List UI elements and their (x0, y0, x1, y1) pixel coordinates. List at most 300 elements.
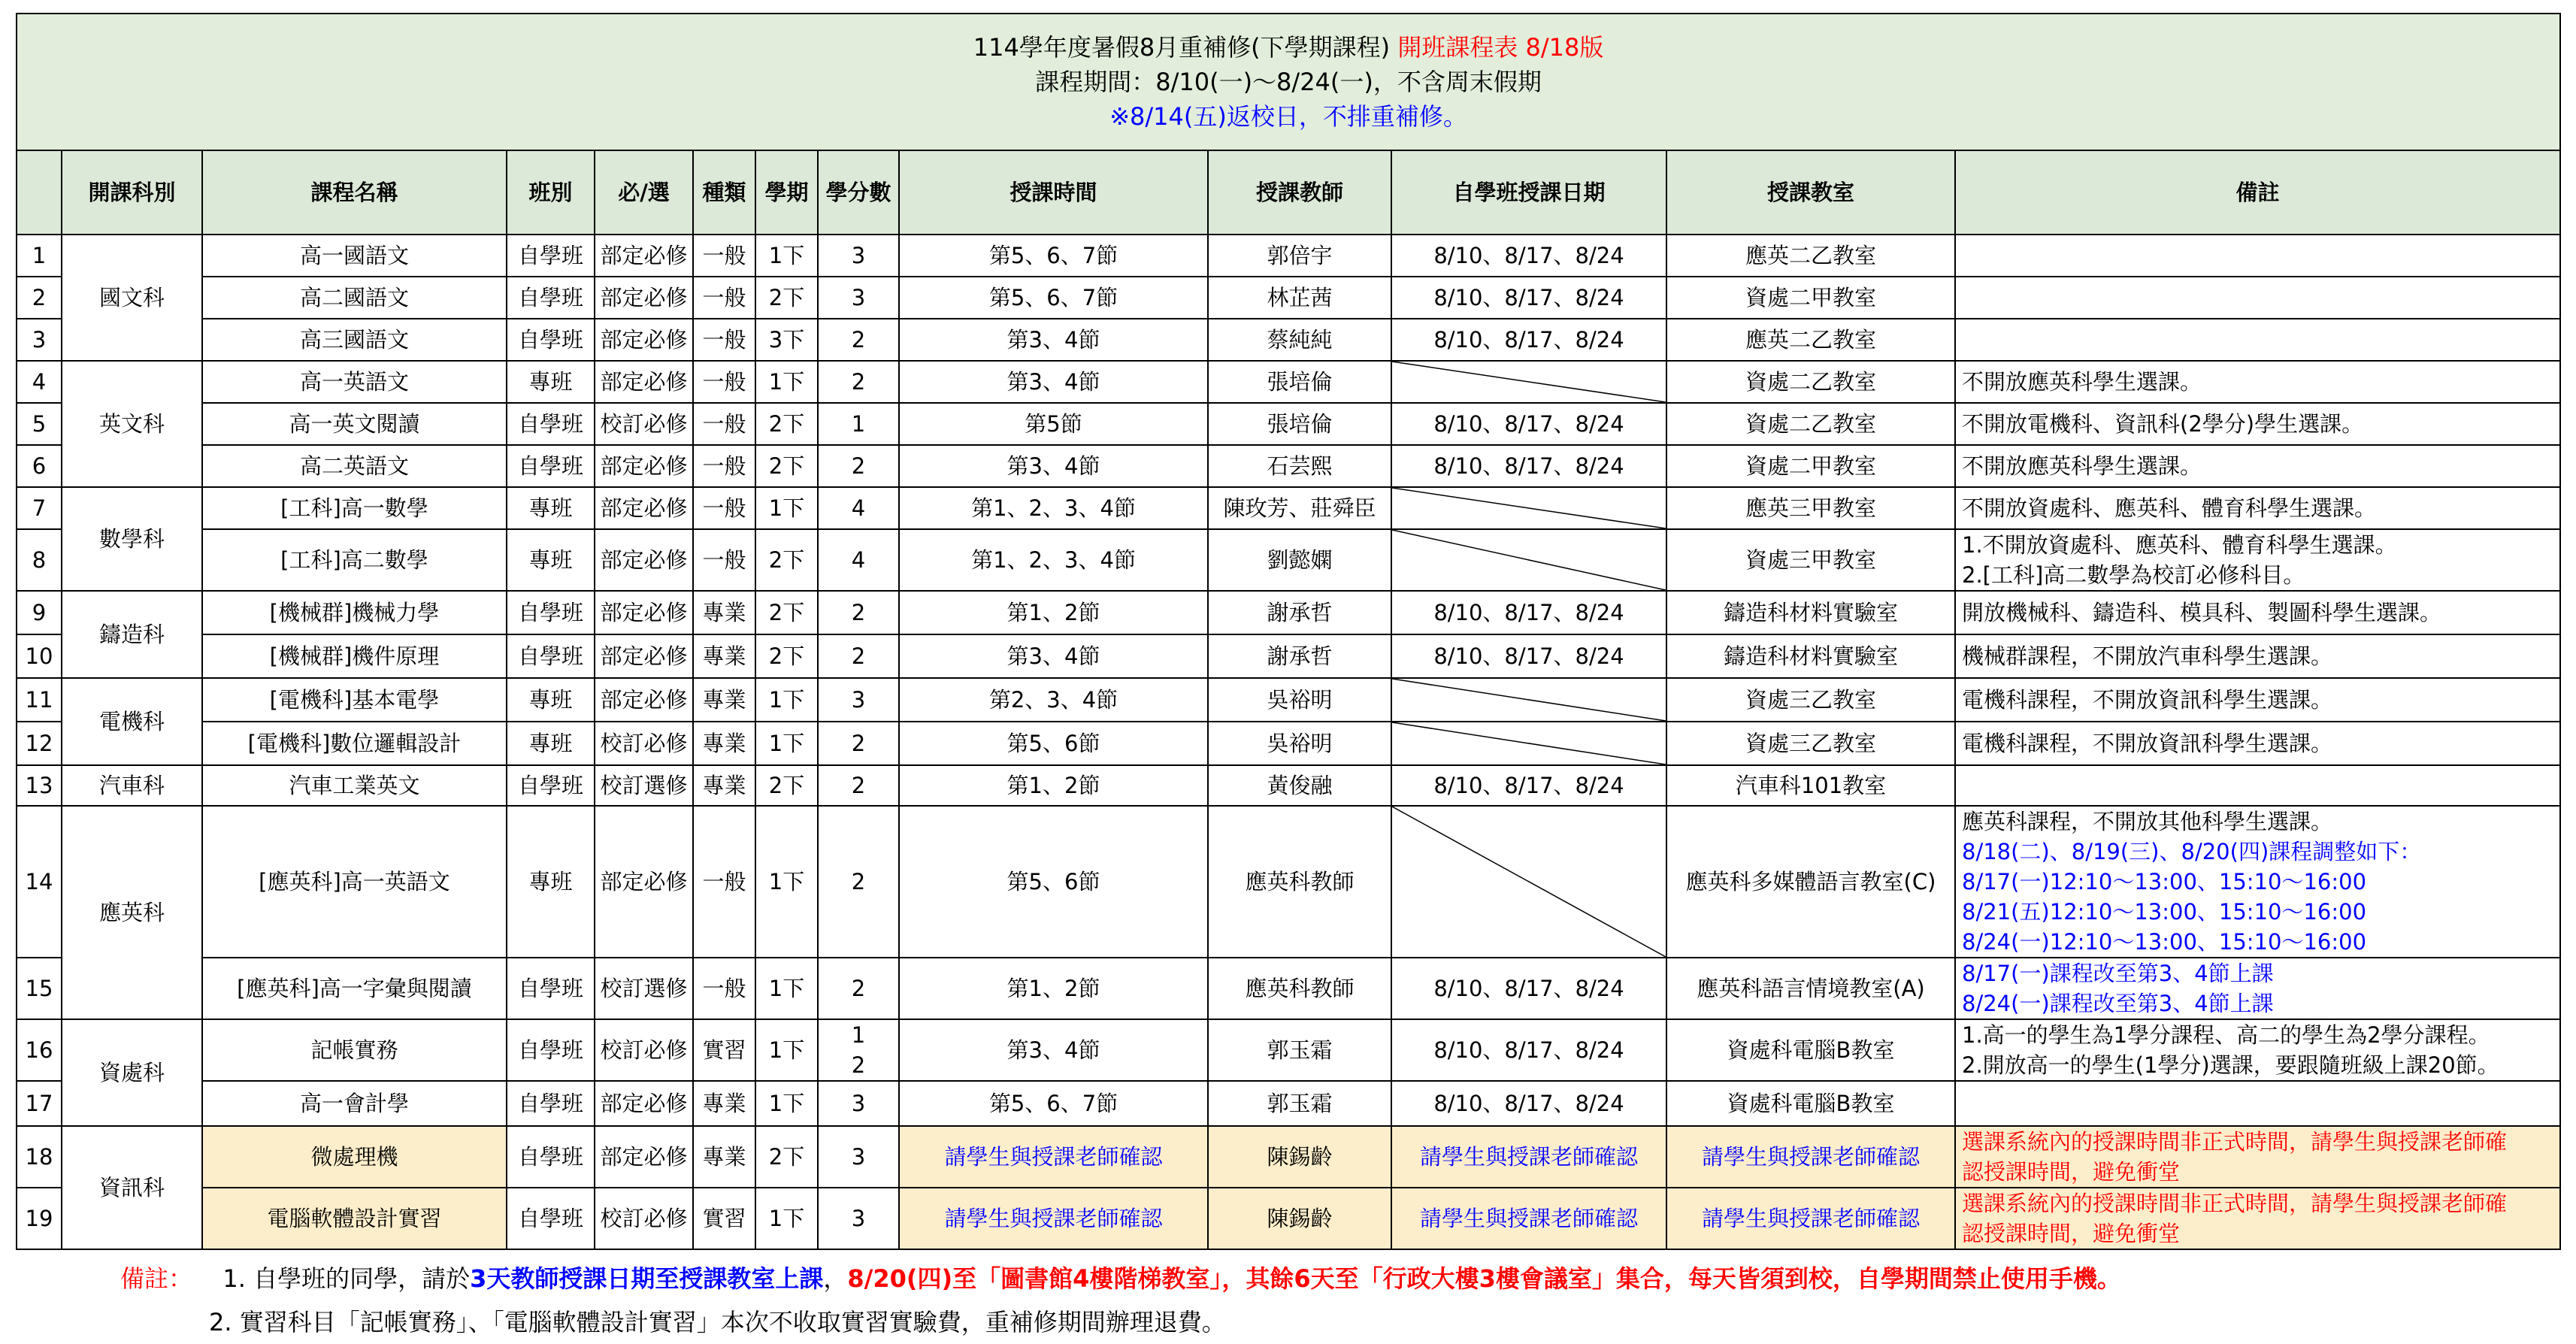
class-time: 請學生與授課老師確認 (899, 1126, 1208, 1188)
class-time: 第3、4節 (899, 319, 1208, 361)
dept-casting: 鑄造科 (62, 591, 202, 678)
self-study-dates: 8/10、8/17、8/24 (1391, 765, 1666, 806)
dept-electrical: 電機科 (62, 678, 202, 765)
required-type: 校訂必修 (595, 722, 693, 765)
semester: 2下 (755, 634, 818, 678)
self-study-dates: 8/10、8/17、8/24 (1391, 958, 1666, 1019)
table-row (17, 958, 2560, 1019)
row-number: 11 (17, 678, 62, 722)
credits: 3 (818, 235, 899, 277)
class-type: 自學班 (507, 1188, 595, 1249)
self-study-dates: 8/10、8/17、8/24 (1391, 319, 1666, 361)
course-name: 高三國語文 (202, 319, 507, 361)
credits (818, 1019, 899, 1081)
remark-line: 應英科課程，不開放其他科學生選課。 (1962, 809, 2333, 834)
table-row (17, 591, 2560, 634)
course-kind: 專業 (693, 1081, 755, 1126)
class-time: 第5節 (899, 403, 1208, 445)
semester: 1下 (755, 361, 818, 403)
classroom: 資處科電腦B教室 (1666, 1019, 1955, 1081)
teacher: 謝承哲 (1208, 634, 1391, 678)
return-day-note: ※8/14(五)返校日，不排重補修。 (1109, 102, 1467, 131)
class-type: 自學班 (507, 1081, 595, 1126)
remark-line: 8/18(二)、8/19(三)、8/20(四)課程調整如下： (1962, 839, 2422, 864)
teacher: 吳裕明 (1208, 678, 1391, 722)
classroom: 資處二乙教室 (1666, 403, 1955, 445)
header-no (17, 150, 62, 235)
remark: 不開放應英科學生選課。 (1955, 361, 2560, 403)
class-time: 第5、6節 (899, 806, 1208, 958)
remark (1955, 1126, 2560, 1188)
remark (1955, 1081, 2560, 1126)
dept-chinese: 國文科 (62, 235, 202, 361)
class-type: 自學班 (507, 1126, 595, 1188)
class-type: 自學班 (507, 235, 595, 277)
course-kind: 一般 (693, 277, 755, 319)
row-number: 5 (17, 403, 62, 445)
course-name: [工科]高一數學 (202, 487, 507, 529)
classroom: 鑄造科材料實驗室 (1666, 634, 1955, 678)
classroom: 應英二乙教室 (1666, 235, 1955, 277)
teacher: 應英科教師 (1208, 806, 1391, 958)
remark-line: 2.[工科]高二數學為校訂必修科目。 (1962, 562, 2305, 588)
required-type: 部定必修 (595, 1126, 693, 1188)
class-time: 第3、4節 (899, 361, 1208, 403)
remark: 電機科課程，不開放資訊科學生選課。 (1955, 722, 2560, 765)
diagonal-slash-icon (1392, 530, 1666, 590)
remark: 機械群課程，不開放汽車科學生選課。 (1955, 634, 2560, 678)
diagonal-slash-icon (1392, 362, 1666, 402)
credits: 4 (818, 529, 899, 591)
course-name: 高一英文閱讀 (202, 403, 507, 445)
required-type: 部定必修 (595, 529, 693, 591)
table-row (17, 634, 2560, 678)
course-name: 高一會計學 (202, 1081, 507, 1126)
required-type: 部定必修 (595, 591, 693, 634)
row-number: 8 (17, 529, 62, 591)
classroom: 資處二甲教室 (1666, 445, 1955, 487)
diagonal-slash-icon (1392, 488, 1666, 528)
row-number: 7 (17, 487, 62, 529)
class-time: 第5、6、7節 (899, 277, 1208, 319)
credit-option: 1 (851, 1022, 866, 1048)
course-kind: 一般 (693, 529, 755, 591)
course-kind: 一般 (693, 361, 755, 403)
row-number: 10 (17, 634, 62, 678)
row-number: 14 (17, 806, 62, 958)
remark: 不開放應英科學生選課。 (1955, 445, 2560, 487)
course-name: 記帳實務 (202, 1019, 507, 1081)
course-name: [電機科]基本電學 (202, 678, 507, 722)
remark-line: 選課系統內的授課時間非正式時間，請學生與授課老師確 (1962, 1191, 2508, 1216)
self-study-dates: 8/10、8/17、8/24 (1391, 591, 1666, 634)
course-kind: 一般 (693, 403, 755, 445)
table-row (17, 403, 2560, 445)
credits: 3 (818, 1188, 899, 1249)
semester: 1下 (755, 722, 818, 765)
credits: 2 (818, 958, 899, 1019)
header-dept: 開課科別 (62, 150, 202, 235)
class-time: 第5、6、7節 (899, 1081, 1208, 1126)
dept-math: 數學科 (62, 487, 202, 591)
class-time: 第1、2、3、4節 (899, 487, 1208, 529)
semester: 2下 (755, 445, 818, 487)
class-time: 第3、4節 (899, 445, 1208, 487)
footer-note-1-warning: 8/20(四)至「圖書館4樓階梯教室」，其餘6天至「行政大樓3樓會議室」集合，每天皆須到校，自學期間禁止使用手機。 (847, 1264, 2121, 1293)
table-row (17, 361, 2560, 403)
remark-line: 認授課時間，避免衝堂 (1962, 1221, 2181, 1246)
remark: 不開放資處科、應英科、體育科學生選課。 (1955, 487, 2560, 529)
course-kind: 一般 (693, 958, 755, 1019)
table-row (17, 319, 2560, 361)
header-required: 必/選 (595, 150, 693, 235)
teacher: 郭倍宇 (1208, 235, 1391, 277)
classroom: 應英科多媒體語言教室(C) (1666, 806, 1955, 958)
semester: 2下 (755, 591, 818, 634)
classroom: 資處科電腦B教室 (1666, 1081, 1955, 1126)
class-type: 自學班 (507, 403, 595, 445)
teacher: 張培倫 (1208, 403, 1391, 445)
table-row (17, 277, 2560, 319)
required-type: 部定必修 (595, 445, 693, 487)
required-type: 校訂選修 (595, 765, 693, 806)
footer-note-1 (120, 1257, 2121, 1300)
course-kind: 一般 (693, 235, 755, 277)
credits: 2 (818, 361, 899, 403)
course-kind: 一般 (693, 319, 755, 361)
course-kind: 一般 (693, 487, 755, 529)
classroom: 資處三乙教室 (1666, 722, 1955, 765)
class-type: 自學班 (507, 958, 595, 1019)
self-study-dates: 8/10、8/17、8/24 (1391, 1081, 1666, 1126)
teacher: 郭玉霜 (1208, 1019, 1391, 1081)
remark-line: 選課系統內的授課時間非正式時間，請學生與授課老師確 (1962, 1129, 2508, 1155)
remark-line: 2.開放高一的學生(1學分)選課，要跟隨班級上課20節。 (1962, 1052, 2499, 1078)
table-row (17, 678, 2560, 722)
self-study-dates-na (1391, 361, 1666, 403)
table-row (17, 445, 2560, 487)
teacher: 吳裕明 (1208, 722, 1391, 765)
title-row (17, 14, 2560, 150)
course-table (16, 13, 2561, 1250)
semester: 1下 (755, 1188, 818, 1249)
required-type: 部定必修 (595, 634, 693, 678)
remark (1955, 958, 2560, 1019)
course-kind: 專業 (693, 678, 755, 722)
remark (1955, 277, 2560, 319)
remark-line: 8/17(一)課程改至第3、4節上課 (1962, 961, 2274, 986)
class-type: 自學班 (507, 765, 595, 806)
self-study-dates: 8/10、8/17、8/24 (1391, 277, 1666, 319)
remark-line: 1.高一的學生為1學分課程、高二的學生為2學分課程。 (1962, 1022, 2490, 1048)
course-name: [電機科]數位邏輯設計 (202, 722, 507, 765)
row-number: 16 (17, 1019, 62, 1081)
self-study-dates-na (1391, 487, 1666, 529)
classroom: 應英三甲教室 (1666, 487, 1955, 529)
table-row (17, 235, 2560, 277)
semester: 2下 (755, 765, 818, 806)
required-type: 部定必修 (595, 235, 693, 277)
course-name: 微處理機 (202, 1126, 507, 1188)
row-number: 18 (17, 1126, 62, 1188)
credits: 2 (818, 591, 899, 634)
semester: 2下 (755, 277, 818, 319)
row-number: 4 (17, 361, 62, 403)
footer-label: 備註： (120, 1264, 193, 1293)
credits: 2 (818, 634, 899, 678)
teacher: 石芸熙 (1208, 445, 1391, 487)
course-name: [機械群]機件原理 (202, 634, 507, 678)
remark: 開放機械科、鑄造科、模具科、製圖科學生選課。 (1955, 591, 2560, 634)
self-study-dates: 請學生與授課老師確認 (1391, 1126, 1666, 1188)
class-type: 專班 (507, 722, 595, 765)
self-study-dates: 8/10、8/17、8/24 (1391, 445, 1666, 487)
course-period: 課程期間：8/10(一)～8/24(一)，不含周末假期 (1035, 68, 1542, 96)
header-course: 課程名稱 (202, 150, 507, 235)
header-kind: 種類 (693, 150, 755, 235)
remark (1955, 765, 2560, 806)
header-semester: 學期 (755, 150, 818, 235)
self-study-dates-na (1391, 529, 1666, 591)
header-row (17, 150, 2560, 235)
row-number: 13 (17, 765, 62, 806)
classroom: 資處二乙教室 (1666, 361, 1955, 403)
semester: 3下 (755, 319, 818, 361)
semester: 1下 (755, 1081, 818, 1126)
required-type: 部定必修 (595, 678, 693, 722)
required-type: 部定必修 (595, 487, 693, 529)
course-name: 電腦軟體設計實習 (202, 1188, 507, 1249)
row-number: 2 (17, 277, 62, 319)
class-time: 第2、3、4節 (899, 678, 1208, 722)
required-type: 部定必修 (595, 361, 693, 403)
class-type: 自學班 (507, 277, 595, 319)
course-kind: 一般 (693, 445, 755, 487)
self-study-dates: 8/10、8/17、8/24 (1391, 403, 1666, 445)
class-type: 專班 (507, 806, 595, 958)
credits: 3 (818, 678, 899, 722)
teacher: 張培倫 (1208, 361, 1391, 403)
required-type: 部定必修 (595, 319, 693, 361)
table-row (17, 1081, 2560, 1126)
row-number: 15 (17, 958, 62, 1019)
table-row (17, 487, 2560, 529)
course-kind: 專業 (693, 765, 755, 806)
course-kind: 專業 (693, 634, 755, 678)
diagonal-slash-icon (1392, 807, 1666, 957)
self-study-dates: 請學生與授課老師確認 (1391, 1188, 1666, 1249)
teacher: 陳玫芳、莊舜臣 (1208, 487, 1391, 529)
teacher: 黃俊融 (1208, 765, 1391, 806)
class-type: 自學班 (507, 319, 595, 361)
semester: 1下 (755, 678, 818, 722)
row-number: 3 (17, 319, 62, 361)
remark: 不開放電機科、資訊科(2學分)學生選課。 (1955, 403, 2560, 445)
header-time: 授課時間 (899, 150, 1208, 235)
course-name: [應英科]高一字彙與閱讀 (202, 958, 507, 1019)
semester: 2下 (755, 403, 818, 445)
semester: 2下 (755, 529, 818, 591)
semester: 1下 (755, 958, 818, 1019)
class-type: 自學班 (507, 1019, 595, 1081)
row-number: 19 (17, 1188, 62, 1249)
class-type: 專班 (507, 678, 595, 722)
remark (1955, 319, 2560, 361)
course-name: [機械群]機械力學 (202, 591, 507, 634)
row-number: 17 (17, 1081, 62, 1126)
course-name: 高二國語文 (202, 277, 507, 319)
credits: 4 (818, 487, 899, 529)
title-version: 開班課程表 8/18版 (1397, 33, 1604, 62)
semester: 2下 (755, 1126, 818, 1188)
header-dates: 自學班授課日期 (1391, 150, 1666, 235)
credits: 3 (818, 1081, 899, 1126)
class-type: 自學班 (507, 634, 595, 678)
table-row (17, 1019, 2560, 1081)
table-row (17, 765, 2560, 806)
teacher: 陳錫齡 (1208, 1126, 1391, 1188)
remark (1955, 1019, 2560, 1081)
diagonal-slash-icon (1392, 679, 1666, 721)
class-time: 第5、6節 (899, 722, 1208, 765)
required-type: 部定必修 (595, 1081, 693, 1126)
classroom: 應英科語言情境教室(A) (1666, 958, 1955, 1019)
row-number: 1 (17, 235, 62, 277)
semester: 1下 (755, 1019, 818, 1081)
remark-line: 8/24(一)課程改至第3、4節上課 (1962, 991, 2274, 1016)
classroom: 資處三乙教室 (1666, 678, 1955, 722)
self-study-dates: 8/10、8/17、8/24 (1391, 235, 1666, 277)
remark (1955, 806, 2560, 958)
course-name: [工科]高二數學 (202, 529, 507, 591)
class-time: 請學生與授課老師確認 (899, 1188, 1208, 1249)
header-note: 備註 (1955, 150, 2560, 235)
header-room: 授課教室 (1666, 150, 1955, 235)
course-kind: 實習 (693, 1188, 755, 1249)
credit-option: 2 (851, 1052, 866, 1078)
credits: 3 (818, 1126, 899, 1188)
self-study-dates-na (1391, 806, 1666, 958)
class-type: 自學班 (507, 445, 595, 487)
course-name: 高一英語文 (202, 361, 507, 403)
row-number: 9 (17, 591, 62, 634)
remark (1955, 529, 2560, 591)
class-type: 專班 (507, 487, 595, 529)
table-row (17, 806, 2560, 958)
course-kind: 一般 (693, 806, 755, 958)
title-main: 114學年度暑假8月重補修(下學期課程) (973, 33, 1391, 62)
required-type: 校訂必修 (595, 403, 693, 445)
teacher: 應英科教師 (1208, 958, 1391, 1019)
credits: 2 (818, 722, 899, 765)
remark (1955, 235, 2560, 277)
course-name: 高一國語文 (202, 235, 507, 277)
classroom: 汽車科101教室 (1666, 765, 1955, 806)
class-time: 第5、6、7節 (899, 235, 1208, 277)
classroom: 鑄造科材料實驗室 (1666, 591, 1955, 634)
row-number: 12 (17, 722, 62, 765)
teacher: 蔡純純 (1208, 319, 1391, 361)
dept-auto: 汽車科 (62, 765, 202, 806)
class-time: 第1、2節 (899, 765, 1208, 806)
remark-line: 認授課時間，避免衝堂 (1962, 1159, 2181, 1185)
teacher: 陳錫齡 (1208, 1188, 1391, 1249)
course-kind: 專業 (693, 591, 755, 634)
class-time: 第3、4節 (899, 1019, 1208, 1081)
footer-note-1-highlight: 3天教師授課日期至授課教室上課 (470, 1264, 824, 1293)
teacher: 劉懿嫻 (1208, 529, 1391, 591)
class-time: 第1、2節 (899, 591, 1208, 634)
course-name: 汽車工業英文 (202, 765, 507, 806)
table-row (17, 529, 2560, 591)
required-type: 校訂選修 (595, 958, 693, 1019)
table-row (17, 1188, 2560, 1249)
class-time: 第1、2、3、4節 (899, 529, 1208, 591)
self-study-dates-na (1391, 722, 1666, 765)
class-type: 專班 (507, 361, 595, 403)
remark-line: 8/24(一)12:10～13:00、15:10～16:00 (1962, 929, 2367, 955)
dept-english: 英文科 (62, 361, 202, 487)
course-name: [應英科]高一英語文 (202, 806, 507, 958)
footer-note-1-prefix: 1. 自學班的同學，請於 (222, 1264, 471, 1293)
semester: 1下 (755, 806, 818, 958)
required-type: 校訂必修 (595, 1019, 693, 1081)
remark-line: 8/21(五)12:10～13:00、15:10～16:00 (1962, 899, 2367, 925)
semester: 1下 (755, 487, 818, 529)
dept-data: 資處科 (62, 1019, 202, 1126)
footer-note-1-sep: ， (823, 1264, 848, 1293)
row-number: 6 (17, 445, 62, 487)
classroom: 資處二甲教室 (1666, 277, 1955, 319)
dept-info: 資訊科 (62, 1126, 202, 1249)
credits: 2 (818, 765, 899, 806)
diagonal-slash-icon (1392, 722, 1666, 764)
credits: 1 (818, 403, 899, 445)
teacher: 謝承哲 (1208, 591, 1391, 634)
semester: 1下 (755, 235, 818, 277)
class-time: 第3、4節 (899, 634, 1208, 678)
required-type: 部定必修 (595, 277, 693, 319)
course-kind: 實習 (693, 1019, 755, 1081)
self-study-dates-na (1391, 678, 1666, 722)
table-row (17, 722, 2560, 765)
classroom: 資處三甲教室 (1666, 529, 1955, 591)
remark-line: 8/17(一)12:10～13:00、15:10～16:00 (1962, 869, 2367, 894)
classroom: 請學生與授課老師確認 (1666, 1126, 1955, 1188)
header-credits: 學分數 (818, 150, 899, 235)
credits: 3 (818, 277, 899, 319)
credits: 2 (818, 319, 899, 361)
remark-line: 1.不開放資處科、應英科、體育科學生選課。 (1962, 532, 2397, 558)
required-type: 部定必修 (595, 806, 693, 958)
credits: 2 (818, 806, 899, 958)
teacher: 郭玉霜 (1208, 1081, 1391, 1126)
course-kind: 專業 (693, 722, 755, 765)
credits: 2 (818, 445, 899, 487)
class-type: 自學班 (507, 591, 595, 634)
course-kind: 專業 (693, 1126, 755, 1188)
required-type: 校訂必修 (595, 1188, 693, 1249)
header-teacher: 授課教師 (1208, 150, 1391, 235)
header-class: 班別 (507, 150, 595, 235)
classroom: 請學生與授課老師確認 (1666, 1188, 1955, 1249)
classroom: 應英二乙教室 (1666, 319, 1955, 361)
remark (1955, 1188, 2560, 1249)
self-study-dates: 8/10、8/17、8/24 (1391, 1019, 1666, 1081)
self-study-dates: 8/10、8/17、8/24 (1391, 634, 1666, 678)
course-name: 高二英語文 (202, 445, 507, 487)
class-type: 專班 (507, 529, 595, 591)
